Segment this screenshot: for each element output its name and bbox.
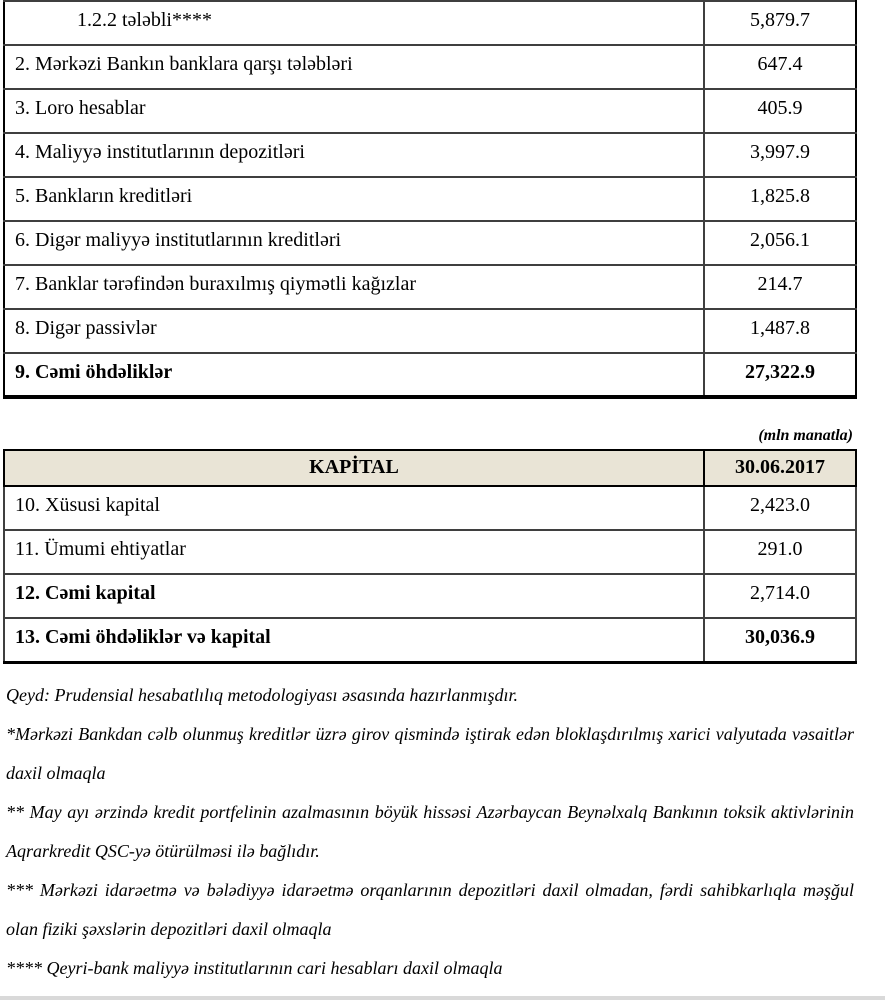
footnote-2: ** May ayı ərzində kredit portfelinin azalmasının böyük hissəsi Azərbaycan Beynəlxalq Bankının toksik aktivlərinin Aqrarkredit QSC-yə ötürülməsi ilə bağlıdır.	[6, 801, 854, 861]
table-row	[4, 265, 856, 309]
table-row-total-capital	[4, 574, 856, 618]
capital-header-title: KAPİTAL	[4, 450, 704, 486]
row-label: 5. Bankların kreditləri	[4, 177, 704, 221]
footnote-1: *Mərkəzi Bankdan cəlb olunmuş kreditlər üzrə girov qismində iştirak edən bloklaşdırılmış xarici valyutada vəsaitlər daxil olmaqla	[6, 723, 854, 783]
unit-note: (mln manatla)	[758, 427, 853, 444]
table-row	[4, 177, 856, 221]
row-label: 12. Cəmi kapital	[4, 574, 704, 618]
row-value: 2,056.1	[704, 221, 856, 265]
row-value: 2,714.0	[704, 574, 856, 618]
row-label: 11. Ümumi ehtiyatlar	[4, 530, 704, 574]
capital-header-date: 30.06.2017	[704, 450, 856, 486]
row-label: 6. Digər maliyyə institutlarının kreditləri	[4, 221, 704, 265]
row-label: 2. Mərkəzi Bankın banklara qarşı tələbləri	[4, 45, 704, 89]
table-row	[4, 221, 856, 265]
row-label: 9. Cəmi öhdəliklər	[4, 353, 704, 397]
table-row	[4, 89, 856, 133]
table-row-total-liabilities-and-capital	[4, 618, 856, 662]
footnote-4: **** Qeyri-bank maliyyə institutlarının cari hesabları daxil olmaqla	[6, 957, 503, 978]
row-value: 647.4	[704, 45, 856, 89]
row-value: 214.7	[704, 265, 856, 309]
row-value: 30,036.9	[704, 618, 856, 662]
row-label: 7. Banklar tərəfindən buraxılmış qiymətli kağızlar	[4, 265, 704, 309]
table-row	[4, 486, 856, 530]
table-row	[4, 133, 856, 177]
liabilities-table	[3, 0, 857, 399]
row-label: 3. Loro hesablar	[4, 89, 704, 133]
row-label: 1.2.2 tələbli****	[4, 1, 704, 45]
note-qeyd: Qeyd: Prudensial hesabatlılıq metodologiyası əsasında hazırlanmışdır.	[6, 684, 518, 705]
footnote-3: *** Mərkəzi idarəetmə və bələdiyyə idarəetmə orqanlarının depozitləri daxil olmadan, fərdi sahibkarlıqla məşğul olan fiziki şəxslərin depozitləri daxil olmaqla	[6, 879, 854, 939]
footnotes-section	[6, 676, 854, 988]
row-value: 1,487.8	[704, 309, 856, 353]
capital-header-row	[4, 450, 856, 486]
row-value: 291.0	[704, 530, 856, 574]
table-row	[4, 309, 856, 353]
row-value: 1,825.8	[704, 177, 856, 221]
row-label: 4. Maliyyə institutlarının depozitləri	[4, 133, 704, 177]
row-value: 405.9	[704, 89, 856, 133]
row-value: 27,322.9	[704, 353, 856, 397]
row-value: 2,423.0	[704, 486, 856, 530]
table-row-total-liabilities	[4, 353, 856, 397]
page-bottom-edge	[0, 996, 885, 1000]
row-label: 8. Digər passivlər	[4, 309, 704, 353]
table-row	[4, 530, 856, 574]
row-label: 13. Cəmi öhdəliklər və kapital	[4, 618, 704, 662]
row-value: 5,879.7	[704, 1, 856, 45]
row-value: 3,997.9	[704, 133, 856, 177]
table-row	[4, 45, 856, 89]
capital-table	[3, 449, 857, 664]
row-label: 10. Xüsusi kapital	[4, 486, 704, 530]
table-row	[4, 1, 856, 45]
